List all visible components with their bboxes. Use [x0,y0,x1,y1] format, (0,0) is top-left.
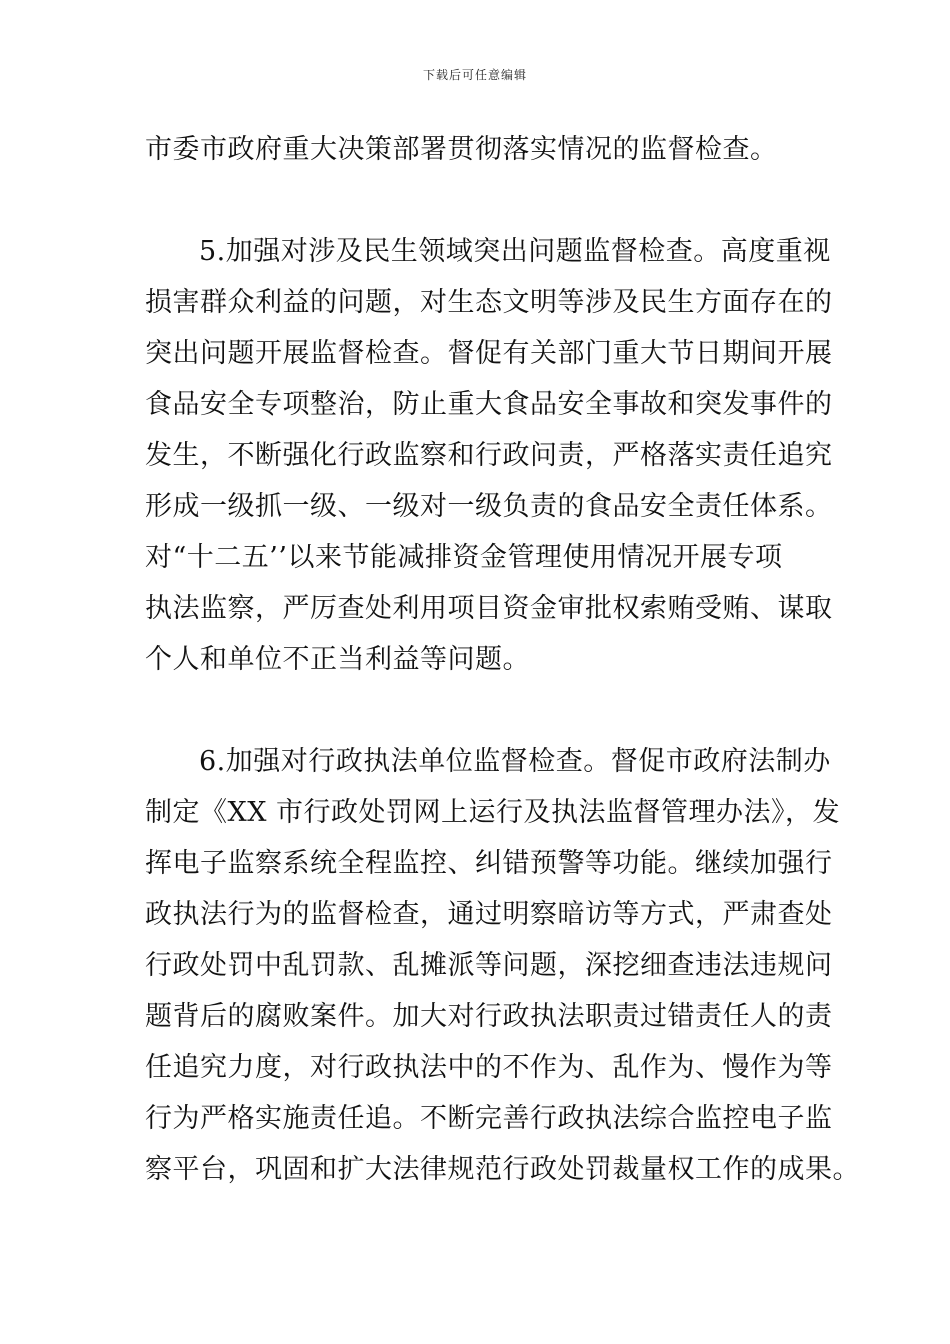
text-line: 形成一级抓一级、一级对一级负责的食品安全责任体系。 [145,491,833,522]
text-line: 个人和单位不正当利益等问题。 [145,644,530,675]
text-line: 行政处罚中乱罚款、乱摊派等问题，深挖细查违法违规问 [145,950,833,981]
paragraph-item-5 [145,226,833,685]
paragraph-item-6 [145,736,860,1195]
text-line: 挥电子监察系统全程监控、纠错预警等功能。继续加强行 [145,848,833,879]
text-line: 突出问题开展监督检查。督促有关部门重大节日期间开展 [145,338,833,369]
header-note: 下载后可任意编辑 [422,68,527,82]
text-line: 政执法行为的监督检查，通过明察暗访等方式，严肃查处 [145,899,833,930]
text-line: 执法监察，严厉查处利用项目资金审批权索贿受贿、谋取 [145,593,833,624]
text-line: 制定《XX 市行政处罚网上运行及执法监督管理办法》，发 [145,797,841,828]
text-line: 发生，不断强化行政监察和行政问责，严格落实责任追究 [145,440,833,471]
text-line: 题背后的腐败案件。加大对行政执法职责过错责任人的责 [145,1001,833,1032]
text-line: 任追究力度，对行政执法中的不作为、乱作为、慢作为等 [145,1052,833,1083]
text-line: 对“十二五’’以来节能减排资金管理使用情况开展专项 [145,542,783,573]
paragraph-gap [145,685,810,736]
text-line: 食品安全专项整治，防止重大食品安全事故和突发事件的 [145,389,833,420]
text-line: 市委市政府重大决策部署贯彻落实情况的监督检查。 [145,134,778,165]
text-line: 5.加强对涉及民生领域突出问题监督检查。高度重视 [199,236,831,267]
text-line: 6.加强对行政执法单位监督检查。督促市政府法制办 [199,746,831,777]
text-line: 行为严格实施责任追。不断完善行政执法综合监控电子监 [145,1103,833,1134]
paragraph-continuation [145,124,810,175]
paragraph-gap [145,175,810,226]
text-line: 损害群众利益的问题，对生态文明等涉及民生方面存在的 [145,287,833,318]
text-line: 察平台，巩固和扩大法律规范行政处罚裁量权工作的成果。 [145,1154,860,1185]
document-body [145,124,860,1195]
